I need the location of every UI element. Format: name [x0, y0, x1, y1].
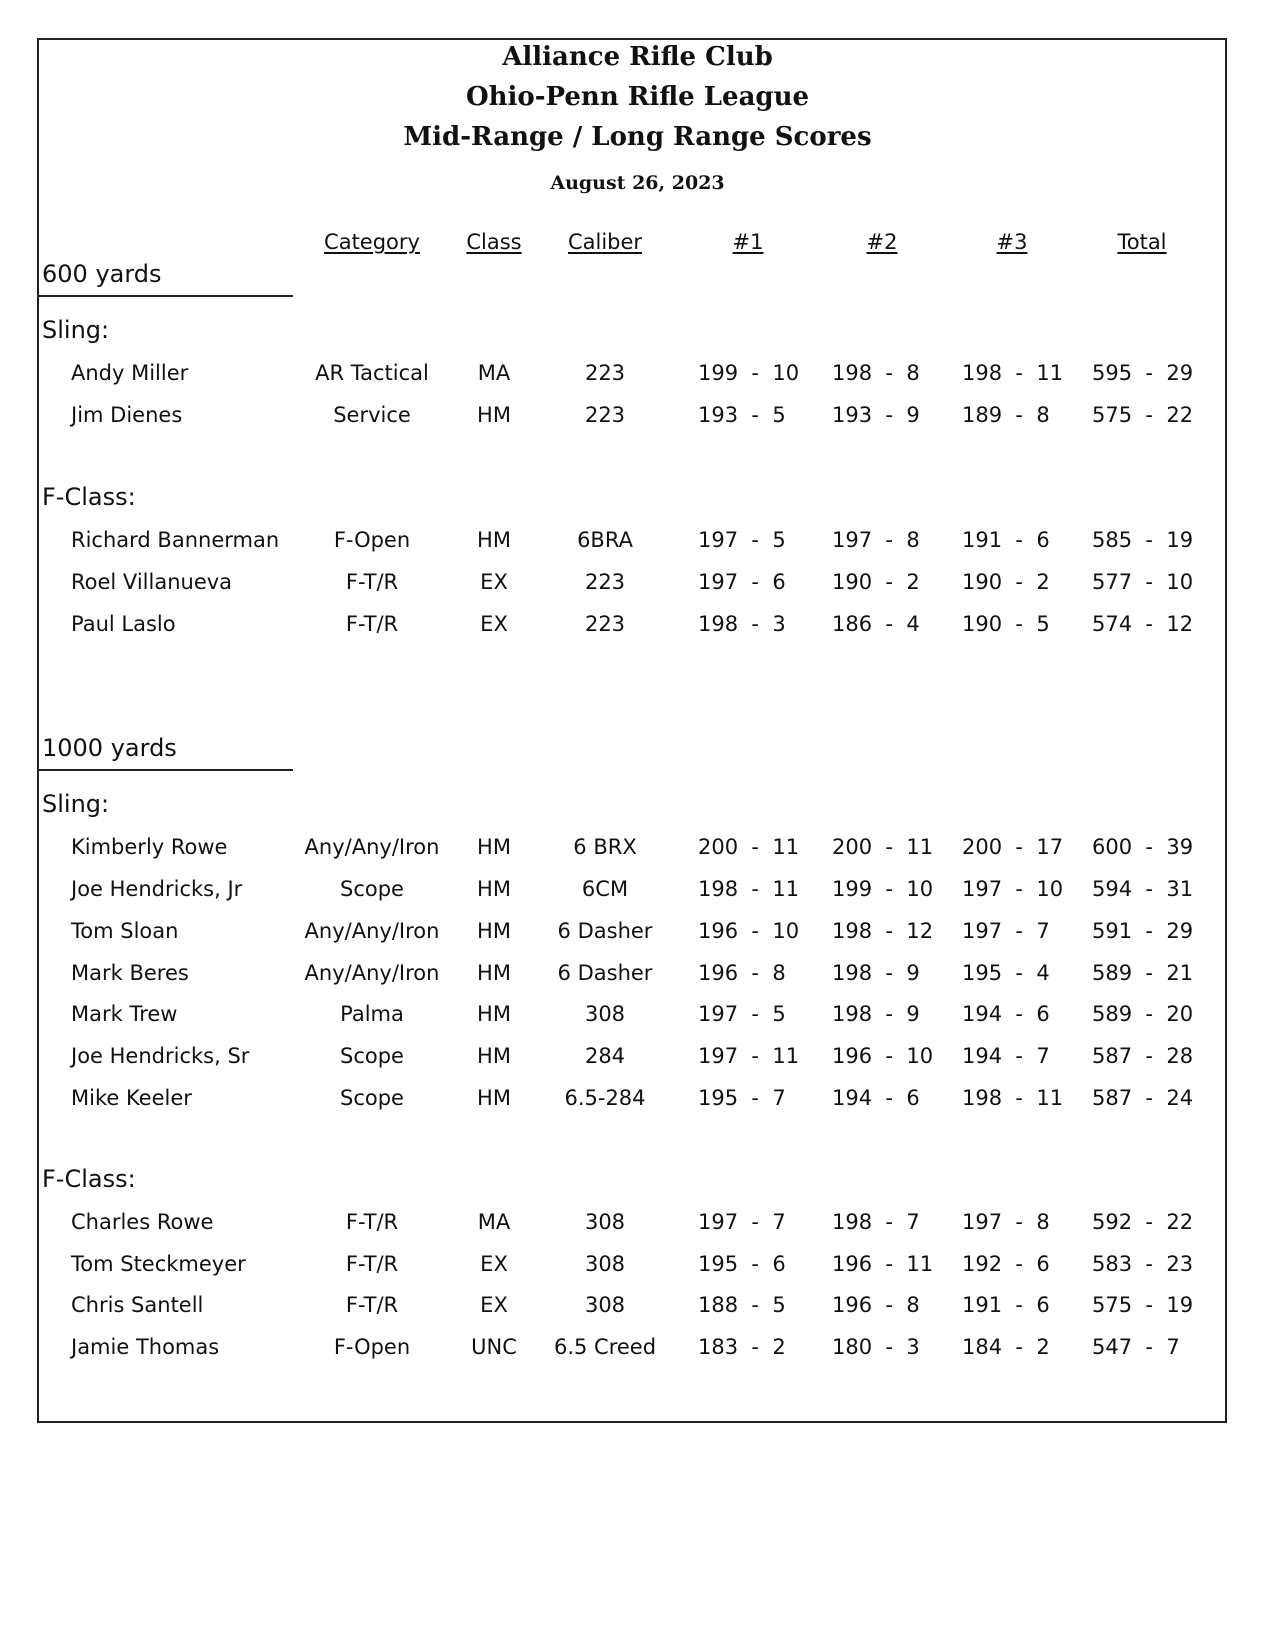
- caliber-cell: 6CM: [581, 877, 629, 901]
- score-2-cell: 197 - 8: [832, 528, 920, 552]
- score-2-cell: 199 - 10: [832, 877, 934, 901]
- category-cell: Any/Any/Iron: [304, 919, 440, 943]
- class-cell: MA: [477, 361, 511, 385]
- total-cell: 583 - 23: [1092, 1252, 1194, 1276]
- group-label: F-Class:: [42, 1165, 136, 1193]
- total-cell: 587 - 24: [1092, 1086, 1194, 1110]
- shooter-name: Joe Hendricks, Jr: [71, 877, 243, 901]
- score-2-cell: 198 - 9: [832, 1002, 920, 1026]
- column-header: #1: [732, 230, 764, 254]
- class-cell: HM: [477, 1044, 511, 1068]
- score-3-cell: 184 - 2: [962, 1335, 1050, 1359]
- category-cell: F-T/R: [345, 570, 399, 594]
- group-label: Sling:: [42, 316, 110, 344]
- score-3-cell: 197 - 8: [962, 1210, 1050, 1234]
- club-title: Alliance Rifle Club: [502, 42, 773, 72]
- score-1-cell: 188 - 5: [698, 1293, 786, 1317]
- score-3-cell: 192 - 6: [962, 1252, 1050, 1276]
- score-1-cell: 195 - 7: [698, 1086, 786, 1110]
- caliber-cell: 308: [584, 1252, 626, 1276]
- total-cell: 592 - 22: [1092, 1210, 1194, 1234]
- shooter-name: Joe Hendricks, Sr: [71, 1044, 250, 1068]
- score-3-cell: 190 - 5: [962, 612, 1050, 636]
- score-1-cell: 198 - 3: [698, 612, 786, 636]
- score-1-cell: 198 - 11: [698, 877, 800, 901]
- shooter-name: Roel Villanueva: [71, 570, 233, 594]
- score-3-cell: 189 - 8: [962, 403, 1050, 427]
- category-cell: F-T/R: [345, 612, 399, 636]
- caliber-cell: 223: [584, 612, 626, 636]
- score-2-cell: 196 - 11: [832, 1252, 934, 1276]
- shooter-name: Jim Dienes: [71, 403, 183, 427]
- class-cell: HM: [477, 961, 511, 985]
- shooter-name: Jamie Thomas: [71, 1335, 220, 1359]
- shooter-name: Charles Rowe: [71, 1210, 214, 1234]
- shooter-name: Andy Miller: [71, 361, 189, 385]
- group-label: Sling:: [42, 790, 110, 818]
- class-cell: UNC: [471, 1335, 517, 1359]
- total-cell: 589 - 20: [1092, 1002, 1194, 1026]
- score-3-cell: 190 - 2: [962, 570, 1050, 594]
- score-2-cell: 180 - 3: [832, 1335, 920, 1359]
- event-title: Mid-Range / Long Range Scores: [403, 122, 872, 152]
- score-3-cell: 195 - 4: [962, 961, 1050, 985]
- category-cell: F-Open: [333, 1335, 411, 1359]
- class-cell: EX: [480, 1252, 508, 1276]
- shooter-name: Richard Bannerman: [71, 528, 280, 552]
- score-1-cell: 197 - 5: [698, 1002, 786, 1026]
- score-2-cell: 194 - 6: [832, 1086, 920, 1110]
- score-3-cell: 197 - 10: [962, 877, 1064, 901]
- class-cell: EX: [480, 570, 508, 594]
- category-cell: Service: [333, 403, 411, 427]
- total-cell: 595 - 29: [1092, 361, 1194, 385]
- score-1-cell: 195 - 6: [698, 1252, 786, 1276]
- class-cell: EX: [480, 1293, 508, 1317]
- shooter-name: Paul Laslo: [71, 612, 176, 636]
- event-date: August 26, 2023: [550, 172, 725, 194]
- total-cell: 575 - 22: [1092, 403, 1194, 427]
- caliber-cell: 6BRA: [577, 528, 633, 552]
- score-2-cell: 198 - 9: [832, 961, 920, 985]
- score-3-cell: 194 - 7: [962, 1044, 1050, 1068]
- section-divider: [37, 769, 293, 771]
- score-1-cell: 199 - 10: [698, 361, 800, 385]
- caliber-cell: 6 BRX: [573, 835, 637, 859]
- caliber-cell: 308: [584, 1293, 626, 1317]
- caliber-cell: 6 Dasher: [557, 919, 653, 943]
- score-1-cell: 197 - 7: [698, 1210, 786, 1234]
- score-3-cell: 191 - 6: [962, 528, 1050, 552]
- score-3-cell: 197 - 7: [962, 919, 1050, 943]
- caliber-cell: 223: [584, 570, 626, 594]
- score-3-cell: 191 - 6: [962, 1293, 1050, 1317]
- category-cell: F-Open: [333, 528, 411, 552]
- score-1-cell: 197 - 6: [698, 570, 786, 594]
- score-2-cell: 198 - 8: [832, 361, 920, 385]
- score-3-cell: 198 - 11: [962, 361, 1064, 385]
- score-2-cell: 190 - 2: [832, 570, 920, 594]
- class-cell: HM: [477, 877, 511, 901]
- total-cell: 591 - 29: [1092, 919, 1194, 943]
- category-cell: F-T/R: [345, 1210, 399, 1234]
- column-header: Total: [1117, 230, 1167, 254]
- caliber-cell: 6 Dasher: [557, 961, 653, 985]
- section-title: 1000 yards: [42, 734, 177, 762]
- caliber-cell: 284: [584, 1044, 626, 1068]
- caliber-cell: 223: [584, 361, 626, 385]
- score-2-cell: 193 - 9: [832, 403, 920, 427]
- score-1-cell: 183 - 2: [698, 1335, 786, 1359]
- total-cell: 577 - 10: [1092, 570, 1194, 594]
- shooter-name: Chris Santell: [71, 1293, 204, 1317]
- shooter-name: Mike Keeler: [71, 1086, 192, 1110]
- total-cell: 575 - 19: [1092, 1293, 1194, 1317]
- column-header: Class: [466, 230, 522, 254]
- score-2-cell: 196 - 8: [832, 1293, 920, 1317]
- score-2-cell: 196 - 10: [832, 1044, 934, 1068]
- total-cell: 589 - 21: [1092, 961, 1194, 985]
- category-cell: Scope: [340, 1086, 404, 1110]
- total-cell: 594 - 31: [1092, 877, 1194, 901]
- class-cell: EX: [480, 612, 508, 636]
- category-cell: Scope: [340, 1044, 404, 1068]
- class-cell: MA: [477, 1210, 511, 1234]
- shooter-name: Tom Sloan: [71, 919, 179, 943]
- league-title: Ohio-Penn Rifle League: [465, 82, 810, 112]
- caliber-cell: 308: [584, 1002, 626, 1026]
- section-title: 600 yards: [42, 260, 162, 288]
- shooter-name: Mark Trew: [71, 1002, 178, 1026]
- class-cell: HM: [477, 919, 511, 943]
- category-cell: Any/Any/Iron: [304, 961, 440, 985]
- total-cell: 574 - 12: [1092, 612, 1194, 636]
- total-cell: 587 - 28: [1092, 1044, 1194, 1068]
- class-cell: HM: [477, 835, 511, 859]
- total-cell: 585 - 19: [1092, 528, 1194, 552]
- score-1-cell: 200 - 11: [698, 835, 800, 859]
- category-cell: F-T/R: [345, 1293, 399, 1317]
- class-cell: HM: [477, 1002, 511, 1026]
- caliber-cell: 6.5-284: [564, 1086, 646, 1110]
- column-header: #3: [996, 230, 1028, 254]
- column-header: Category: [324, 230, 420, 254]
- caliber-cell: 308: [584, 1210, 626, 1234]
- score-1-cell: 196 - 8: [698, 961, 786, 985]
- class-cell: HM: [477, 528, 511, 552]
- score-2-cell: 198 - 7: [832, 1210, 920, 1234]
- column-header: Caliber: [567, 230, 643, 254]
- caliber-cell: 6.5 Creed: [553, 1335, 657, 1359]
- total-cell: 547 - 7: [1092, 1335, 1180, 1359]
- score-1-cell: 197 - 11: [698, 1044, 800, 1068]
- shooter-name: Tom Steckmeyer: [71, 1252, 246, 1276]
- caliber-cell: 223: [584, 403, 626, 427]
- class-cell: HM: [477, 403, 511, 427]
- category-cell: Palma: [340, 1002, 404, 1026]
- total-cell: 600 - 39: [1092, 835, 1194, 859]
- section-divider: [37, 295, 293, 297]
- score-3-cell: 194 - 6: [962, 1002, 1050, 1026]
- category-cell: Any/Any/Iron: [304, 835, 440, 859]
- score-1-cell: 197 - 5: [698, 528, 786, 552]
- category-cell: AR Tactical: [315, 361, 429, 385]
- group-label: F-Class:: [42, 483, 136, 511]
- column-header: #2: [866, 230, 898, 254]
- score-1-cell: 193 - 5: [698, 403, 786, 427]
- score-1-cell: 196 - 10: [698, 919, 800, 943]
- class-cell: HM: [477, 1086, 511, 1110]
- score-2-cell: 200 - 11: [832, 835, 934, 859]
- category-cell: F-T/R: [345, 1252, 399, 1276]
- score-3-cell: 200 - 17: [962, 835, 1064, 859]
- score-2-cell: 186 - 4: [832, 612, 920, 636]
- shooter-name: Kimberly Rowe: [71, 835, 228, 859]
- score-3-cell: 198 - 11: [962, 1086, 1064, 1110]
- shooter-name: Mark Beres: [71, 961, 189, 985]
- score-2-cell: 198 - 12: [832, 919, 934, 943]
- category-cell: Scope: [340, 877, 404, 901]
